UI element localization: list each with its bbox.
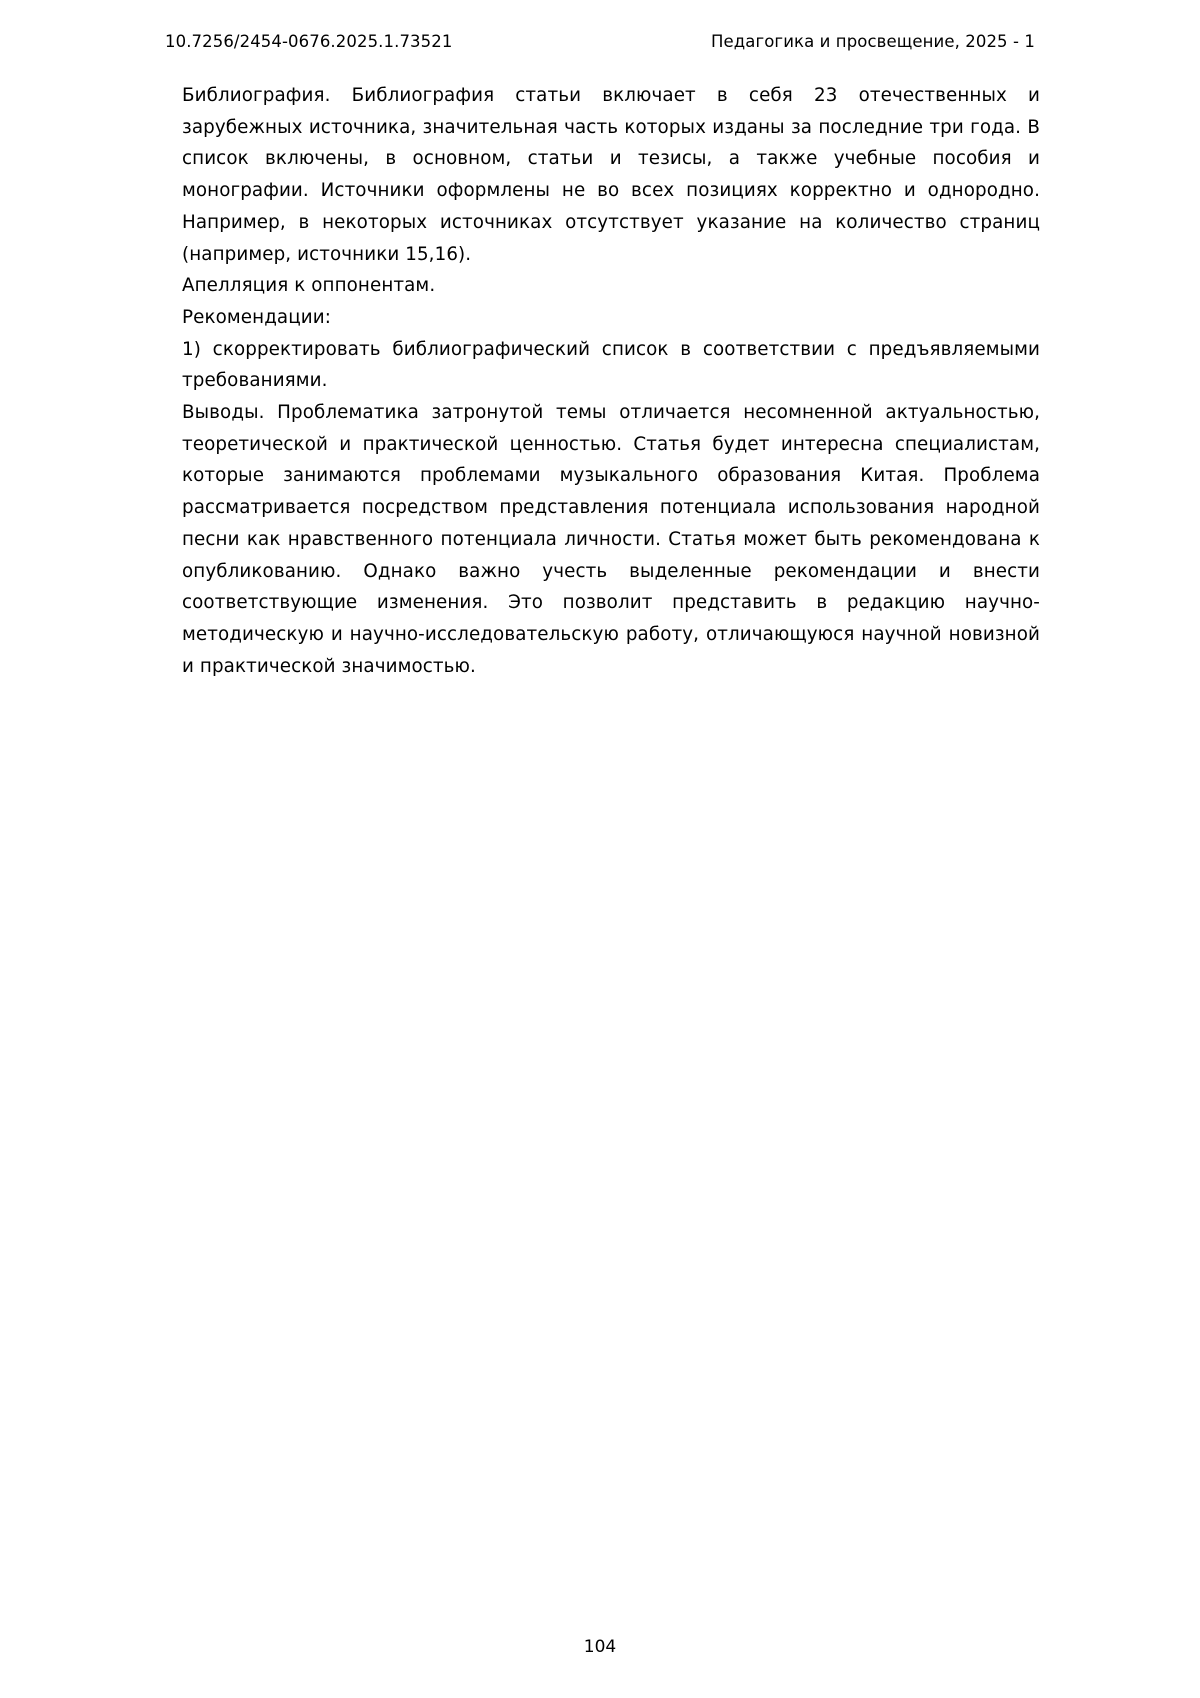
paragraph-recommendation-item-1: 1) скорректировать библиографический список в соответствии с предъявляемыми требованиями. [182, 338, 1040, 392]
journal-issue-text: Педагогика и просвещение, 2025 - 1 [710, 32, 1035, 51]
paragraph-bibliography: Библиография. Библиография статьи включает в себя 23 отечественных и зарубежных источника, значительная часть которых изданы за последние три года. В список включены, в основном, статьи и тезисы, а также учебные пособия и монографии. Источники оформлены не во всех позициях корректно и однородно. Например, в некоторых источниках отсутствует указание на количество страниц (например, источники 15,16). [182, 85, 1040, 265]
page-number: 104 [583, 1637, 617, 1657]
paragraph-appeal: Апелляция к оппонентам. [182, 275, 436, 297]
paragraph-recommendations-heading: Рекомендации: [182, 306, 331, 328]
page-body [182, 80, 1040, 682]
page-footer [0, 1636, 1200, 1658]
paragraph-conclusions: Выводы. Проблематика затронутой темы отличается несомненной актуальностью, теоретической и практической ценностью. Статья будет интересна специалистам, которые занимаются проблемами музыкального образования Китая. Проблема рассматривается посредством представления потенциала использования народной песни как нравственного потенциала личности. Статья может быть рекомендована к опубликованию. Однако важно учесть выделенные рекомендации и внести соответствующие изменения. Это позволит представить в редакцию научно-методическую и научно-исследовательскую работу, отличающуюся научной новизной и практической значимостью. [182, 402, 1040, 677]
doi-text: 10.7256/2454-0676.2025.1.73521 [165, 32, 453, 51]
running-head [0, 30, 1200, 54]
